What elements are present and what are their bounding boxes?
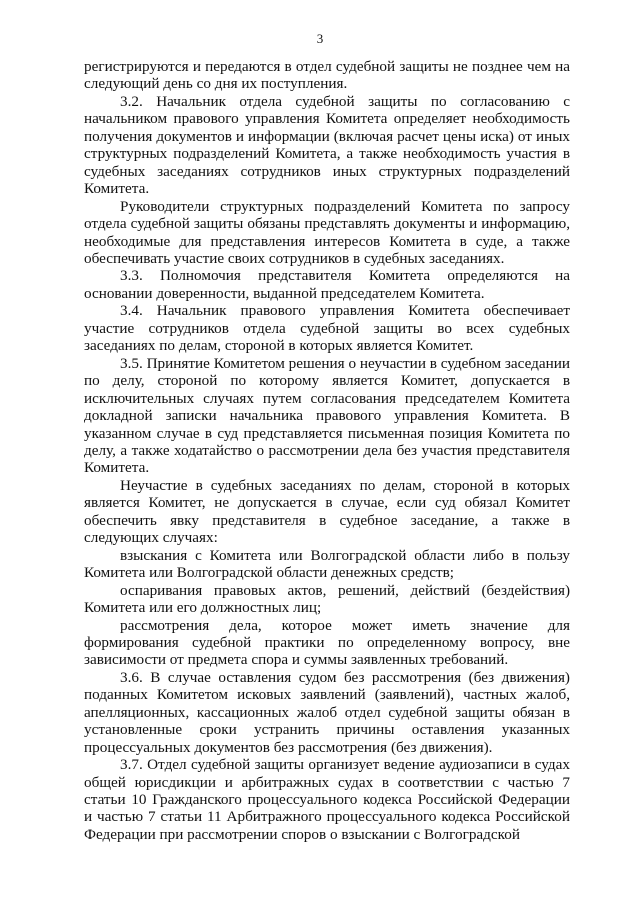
paragraph-3-4: 3.4. Начальник правового управления Комитета обеспечивает участие сотрудников отдела судебной защиты во всех судебных заседаниях по делам, стороной в которых является Комитет. [84,302,570,355]
list-item-challenge: оспаривания правовых актов, решений, действий (бездействия) Комитета или его должностных лиц; [84,581,570,617]
paragraph-3-6: 3.6. В случае оставления судом без рассмотрения (без движения) поданных Комитетом исковых заявлений (заявлений), частных жалоб, апелляционных, кассационных жалоб отдел судебной защиты обязан в установленные сроки устранить причины оставления указанных процессуальных документов без рассмотрения (без движения). [84,668,570,756]
page-number: 3 [316,31,324,46]
paragraph-continuation: регистрируются и передаются в отдел судебной защиты не позднее чем на следующий день со дня их поступления. [84,58,570,93]
paragraph-heads-obligations: Руководители структурных подразделений Комитета по запросу отдела судебной защиты обязаны представлять документы и информацию, необходимые для представления интересов Комитета в суде, а также обеспечивать участие своих сотрудников в судебных заседаниях. [84,197,570,267]
paragraph-3-5: 3.5. Принятие Комитетом решения о неучастии в судебном заседании по делу, стороной по которому является Комитет, допускается в исключительных случаях путем согласования председателем Комитета докладной записки начальника правового управления Комитета. В указанном случае в суд представляется письменная позиция Комитета по делу, а также ходатайство о рассмотрении дела без участия представителя Комитета. [84,354,570,477]
document-body [84,58,570,843]
paragraph-3-3: 3.3. Полномочия представителя Комитета определяются на основании доверенности, выданной председателем Комитета. [84,267,570,302]
paragraph-3-2: 3.2. Начальник отдела судебной защиты по согласованию с начальником правового управления Комитета определяет необходимость получения документов и информации (включая расчет цены иска) от иных структурных подразделений Комитета, а также необходимость участия в судебных заседаниях сотрудников иных структурных подразделений Комитета. [84,92,570,198]
list-item-judicial-practice: рассмотрения дела, которое может иметь значение для формирования судебной практики по определенному вопросу, вне зависимости от предмета спора и суммы заявленных требований. [84,616,570,669]
list-item-recovery: взыскания с Комитета или Волгоградской области либо в пользу Комитета или Волгоградской области денежных средств; [84,546,570,582]
paragraph-non-participation: Неучастие в судебных заседаниях по делам, стороной в которых является Комитет, не допускается в случае, если суд обязал Комитет обеспечить явку представителя в судебное заседание, а также в следующих случаях: [84,476,570,547]
paragraph-3-7: 3.7. Отдел судебной защиты организует ведение аудиозаписи в судах общей юрисдикции и арбитражных судах в соответствии с частью 7 статьи 10 Гражданского процессуального кодекса Российской Федерации и частью 7 статьи 11 Арбитражного процессуального кодекса Российской Федерации при рассмотрении споров о взыскании с Волгоградской [84,756,570,843]
